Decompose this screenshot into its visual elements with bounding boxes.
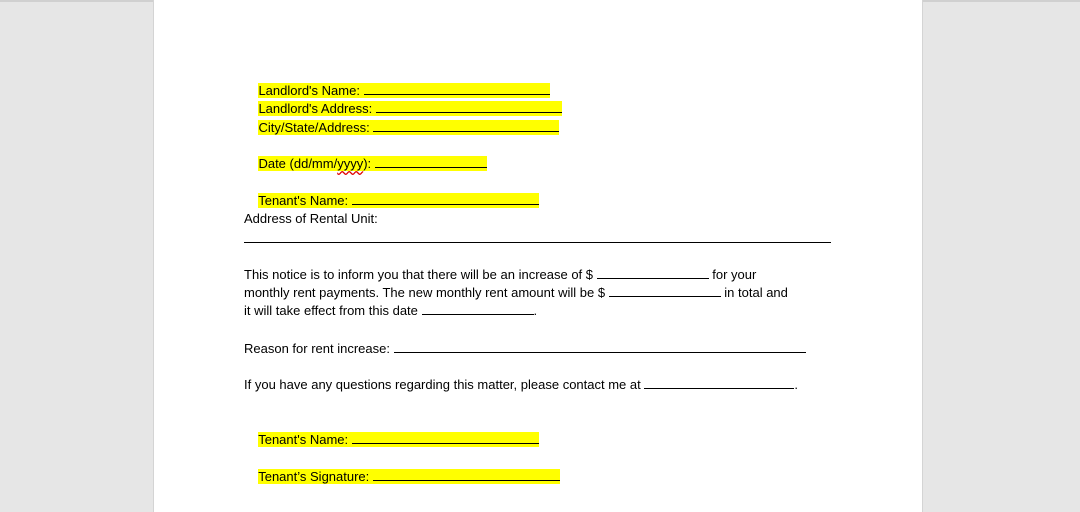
date-blank[interactable] — [375, 154, 487, 168]
increase-amount-blank[interactable] — [597, 265, 709, 279]
city-state-field[interactable] — [258, 120, 559, 135]
date-label-end: ): — [363, 156, 375, 171]
notice-text-2a: monthly rent payments. The new monthly rent amount will be $ — [244, 285, 609, 300]
landlord-name-label: Landlord's Name: — [258, 83, 364, 98]
city-state-label: City/State/Address: — [258, 120, 374, 135]
rental-unit-blank[interactable] — [244, 242, 831, 243]
tenant-name-blank-1[interactable] — [352, 191, 539, 205]
notice-text-1a: This notice is to inform you that there will be an increase of $ — [244, 267, 597, 282]
tenant-name-field-1[interactable] — [258, 193, 539, 208]
reason-line — [244, 339, 806, 358]
notice-text-3b: . — [533, 303, 538, 318]
date-field[interactable] — [258, 156, 486, 171]
tenant-name-label-2: Tenant's Name: — [258, 432, 352, 447]
contact-label: If you have any questions regarding this matter, please contact me at — [244, 377, 645, 392]
reason-label: Reason for rent increase: — [244, 341, 394, 356]
effective-date-blank[interactable] — [422, 301, 534, 315]
spellcheck-word: yyyy — [337, 156, 364, 171]
landlord-address-label: Landlord's Address: — [258, 101, 376, 116]
tenant-name-field-2[interactable] — [258, 432, 539, 447]
date-label-start: Date (dd/mm/ — [258, 156, 338, 171]
tenant-name-blank-2[interactable] — [352, 430, 539, 444]
tenant-signature-label: Tenant’s Signature: — [258, 469, 373, 484]
tenant-signature-field[interactable] — [258, 469, 560, 484]
rental-unit-label: Address of Rental Unit: — [244, 211, 378, 226]
city-state-blank[interactable] — [373, 118, 559, 132]
tenant-signature-blank[interactable] — [373, 467, 560, 481]
notice-text-2b: in total and — [720, 285, 788, 300]
tenant-signature-line[interactable] — [244, 449, 560, 504]
new-rent-blank[interactable] — [609, 283, 721, 297]
notice-line-3 — [244, 301, 537, 320]
tenant-name-label-1: Tenant's Name: — [258, 193, 352, 208]
contact-line — [244, 375, 798, 394]
notice-text-1b: for your — [708, 267, 757, 282]
notice-line-2 — [244, 283, 788, 302]
document-page[interactable] — [153, 0, 923, 512]
contact-end: . — [794, 377, 798, 392]
notice-text-3a: it will take effect from this date — [244, 303, 422, 318]
contact-blank[interactable] — [644, 375, 794, 389]
notice-line-1 — [244, 265, 756, 284]
reason-blank[interactable] — [394, 339, 806, 353]
